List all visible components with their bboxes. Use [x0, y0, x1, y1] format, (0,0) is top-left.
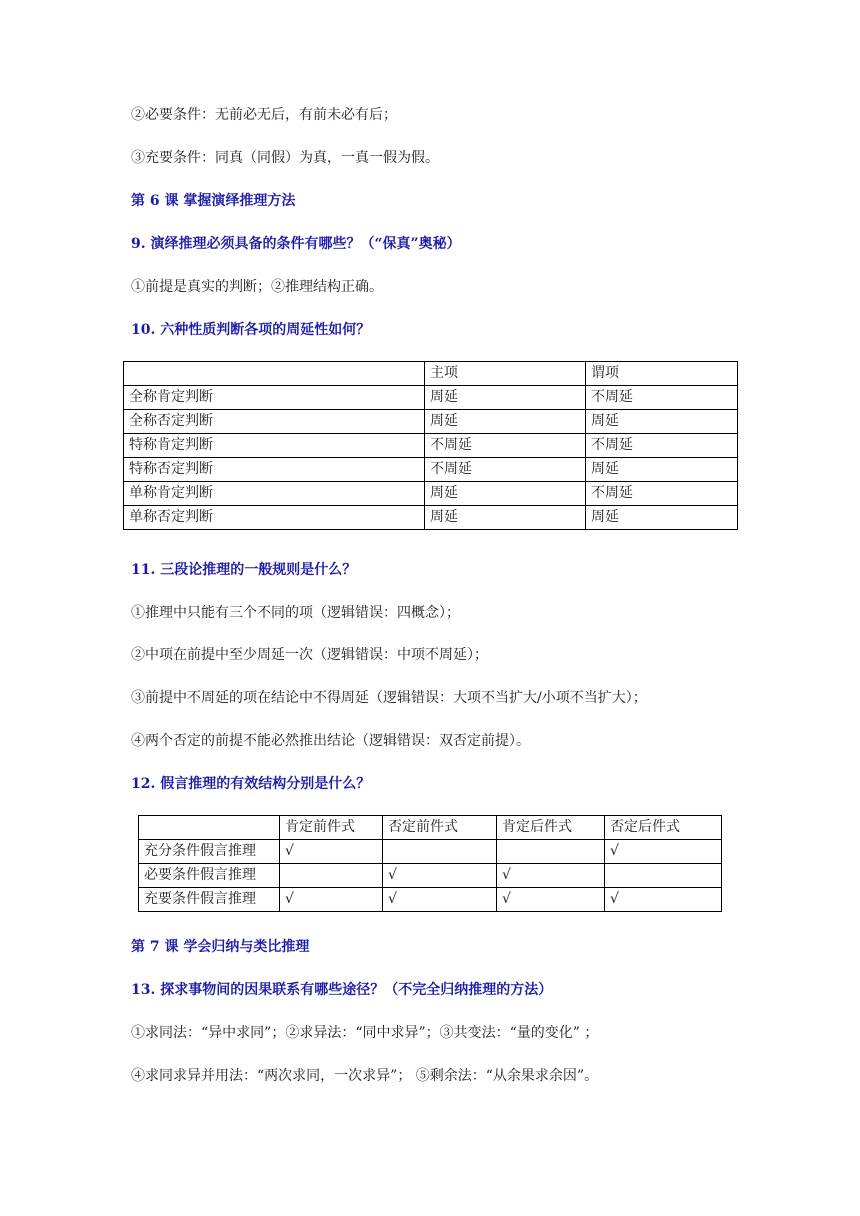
table-header-row	[139, 816, 722, 840]
question-12-heading: 12. 假言推理的有效结构分别是什么？	[131, 776, 371, 792]
table-cell: 不周延	[425, 434, 586, 458]
table-row	[124, 386, 738, 410]
table-row	[124, 410, 738, 434]
syllogism-rule-1: ①推理中只能有三个不同的项（逻辑错误：四概念）；	[131, 605, 460, 621]
table-row-label: 单称肯定判断	[124, 482, 425, 506]
syllogism-rule-3: ③前提中不周延的项在结论中不得周延（逻辑错误：大项不当扩大/小项不当扩大）；	[131, 690, 647, 706]
table-cell: 不周延	[586, 386, 738, 410]
table-row	[139, 888, 722, 912]
table-cell: 周延	[586, 458, 738, 482]
table-cell: √	[497, 888, 605, 912]
table-header-cell	[124, 362, 425, 386]
syllogism-rule-4: ④两个否定的前提不能必然推出结论（逻辑错误：双否定前提）。	[131, 733, 530, 749]
table-cell: √	[605, 840, 722, 864]
question-13-heading: 13. 探求事物间的因果联系有哪些途径？（不完全归纳推理的方法）	[131, 982, 553, 998]
table-row	[124, 434, 738, 458]
question-9-heading: 9. 演绎推理必须具备的条件有哪些？（“保真”奥秘）	[131, 236, 461, 252]
table-cell: 周延	[425, 482, 586, 506]
causal-methods-line-2: ④求同求异并用法：“两次求同，一次求异”； ⑤剩余法：“从余果求余因”。	[131, 1068, 599, 1084]
distribution-table	[123, 361, 738, 530]
table-row	[139, 864, 722, 888]
table-cell: 不周延	[586, 482, 738, 506]
question-11-heading: 11. 三段论推理的一般规则是什么？	[131, 562, 357, 578]
sufficient-necessary-condition-text: ③充要条件：同真（同假）为真，一真一假为假。	[131, 150, 439, 166]
table-row	[124, 506, 738, 530]
table-cell: 不周延	[586, 434, 738, 458]
table-cell: √	[280, 840, 383, 864]
table-header-cell: 否定前件式	[383, 816, 497, 840]
table-row-label: 全称肯定判断	[124, 386, 425, 410]
table-header-row	[124, 362, 738, 386]
table-cell: 周延	[586, 506, 738, 530]
table-row	[124, 458, 738, 482]
question-10-heading: 10. 六种性质判断各项的周延性如何？	[131, 322, 371, 338]
table-header-cell: 主项	[425, 362, 586, 386]
table-cell: √	[383, 888, 497, 912]
causal-methods-line-1: ①求同法：“异中求同”；②求异法：“同中求异”；③共变法：“量的变化” ；	[131, 1025, 599, 1041]
table-cell	[497, 840, 605, 864]
table-cell: 不周延	[425, 458, 586, 482]
table-cell	[280, 864, 383, 888]
table-cell: 周延	[425, 386, 586, 410]
table-header-cell	[139, 816, 280, 840]
table-cell: √	[605, 888, 722, 912]
table-row-label: 单称否定判断	[124, 506, 425, 530]
table-header-cell: 否定后件式	[605, 816, 722, 840]
syllogism-rule-2: ②中项在前提中至少周延一次（逻辑错误：中项不周延）；	[131, 647, 488, 663]
table-header-cell: 谓项	[586, 362, 738, 386]
table-row	[124, 482, 738, 506]
table-cell: √	[383, 864, 497, 888]
necessary-condition-text: ②必要条件：无前必无后，有前未必有后；	[131, 107, 397, 123]
table-row-label: 特称否定判断	[124, 458, 425, 482]
hypothetical-reasoning-table	[138, 815, 722, 912]
table-cell	[383, 840, 497, 864]
lesson-7-heading: 第 7 课 学会归纳与类比推理	[131, 939, 310, 955]
table-row-label: 特称肯定判断	[124, 434, 425, 458]
table-row-label: 充要条件假言推理	[139, 888, 280, 912]
table-cell: 周延	[586, 410, 738, 434]
answer-9-text: ①前提是真实的判断；②推理结构正确。	[131, 279, 383, 295]
table-cell: √	[280, 888, 383, 912]
table-row-label: 必要条件假言推理	[139, 864, 280, 888]
table-cell: 周延	[425, 506, 586, 530]
table-row-label: 全称否定判断	[124, 410, 425, 434]
table-cell: 周延	[425, 410, 586, 434]
table-cell	[605, 864, 722, 888]
table-header-cell: 肯定后件式	[497, 816, 605, 840]
table-header-cell: 肯定前件式	[280, 816, 383, 840]
table-row	[139, 840, 722, 864]
table-row-label: 充分条件假言推理	[139, 840, 280, 864]
lesson-6-heading: 第 6 课 掌握演绎推理方法	[131, 193, 296, 209]
table-cell: √	[497, 864, 605, 888]
